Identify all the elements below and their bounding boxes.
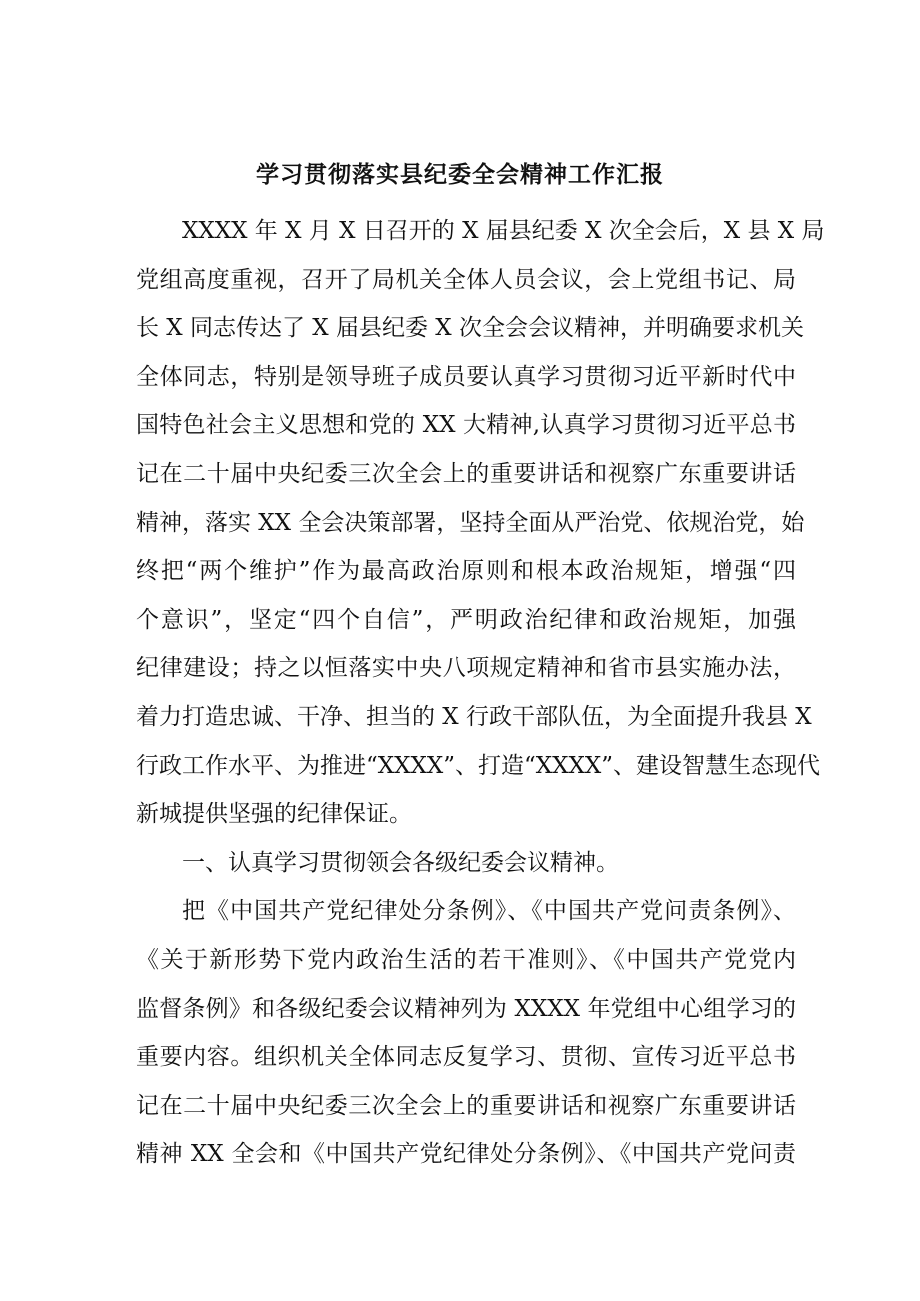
paragraph-line: 监督条例》和各级纪委会议精神列为 XXXX 年党组中心组学习的 — [136, 995, 796, 1022]
paragraph-line: 个意识”，坚定“四个自信”，严明政治纪律和政治规矩，加强 — [136, 606, 796, 633]
section-heading: 一、认真学习贯彻领会各级纪委会议精神。 — [182, 849, 619, 876]
paragraph-line: XXXX 年 X 月 X 日召开的 X 届县纪委 X 次全会后，X 县 X 局 — [182, 218, 825, 244]
paragraph-line: 行政工作水平、为推进“XXXX”、打造“XXXX”、建设智慧生态现代 — [136, 752, 821, 779]
paragraph-line: 记在二十届中央纪委三次全会上的重要讲话和视察广东重要讲话 — [136, 1092, 796, 1119]
paragraph-line: 精神 XX 全会和《中国共产党纪律处分条例》、《中国共产党问责 — [136, 1141, 796, 1168]
paragraph-line: 精神，落实 XX 全会决策部署，坚持全面从严治党、依规治党，始 — [136, 509, 805, 536]
paragraph-line: 把《中国共产党纪律处分条例》、《中国共产党问责条例》、 — [182, 898, 796, 925]
paragraph-line: 《关于新形势下党内政治生活的若干准则》、《中国共产党党内 — [136, 946, 796, 973]
paragraph-line: 国特色社会主义思想和党的 XX 大精神,认真学习贯彻习近平总书 — [136, 412, 796, 439]
paragraph-line: 终把“两个维护”作为最高政治原则和根本政治规矩，增强“四 — [136, 558, 796, 585]
paragraph-line: 新城提供坚强的纪律保证。 — [136, 801, 412, 828]
paragraph-line: 重要内容。组织机关全体同志反复学习、贯彻、宣传习近平总书 — [136, 1044, 796, 1071]
paragraph-line: 着力打造忠诚、干净、担当的 X 行政干部队伍，为全面提升我县 X — [136, 703, 812, 730]
paragraph-line: 长 X 同志传达了 X 届县纪委 X 次全会会议精神，并明确要求机关 — [136, 315, 804, 342]
paragraph-line: 全体同志，特别是领导班子成员要认真学习贯彻习近平新时代中 — [136, 363, 796, 390]
paragraph-line: 记在二十届中央纪委三次全会上的重要讲话和视察广东重要讲话 — [136, 460, 796, 487]
document-body — [136, 207, 825, 1179]
paragraph-line: 党组高度重视，召开了局机关全体人员会议，会上党组书记、局 — [136, 266, 796, 293]
paragraph-line: 纪律建设；持之以恒落实中央八项规定精神和省市县实施办法， — [136, 655, 796, 682]
document-title: 学习贯彻落实县纪委全会精神工作汇报 — [256, 161, 664, 188]
